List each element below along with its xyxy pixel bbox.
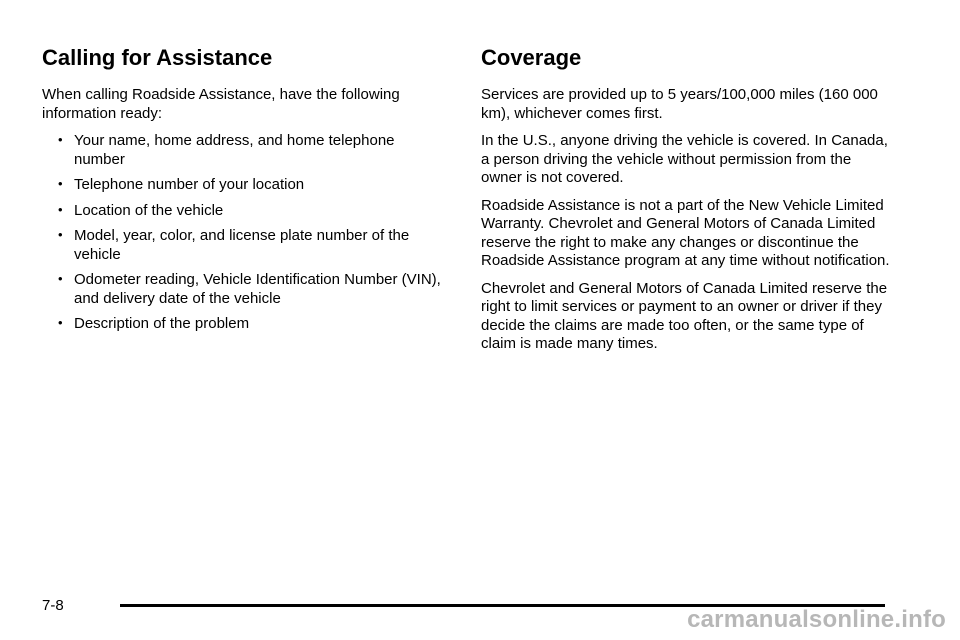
list-item: • Location of the vehicle — [58, 201, 224, 219]
bullet-icon: • — [58, 227, 63, 242]
info-list — [42, 132, 447, 334]
bullet-icon: • — [58, 271, 63, 286]
calling-for-assistance-section — [42, 40, 447, 341]
section-title: Coverage — [481, 45, 582, 70]
list-item: • Model, year, color, and license plate number of the vehicle — [58, 227, 410, 263]
coverage-paragraph: In the U.S., anyone driving the vehicle is covered. In Canada, a person driving the vehicle without permission from the owner is not covered. — [481, 132, 888, 186]
bullet-icon: • — [58, 132, 63, 147]
list-item: • Your name, home address, and home telephone number — [58, 132, 395, 168]
section-title: Calling for Assistance — [42, 45, 273, 70]
bullet-icon: • — [58, 176, 63, 191]
intro-paragraph: When calling Roadside Assistance, have the following information ready: — [42, 86, 400, 122]
coverage-section — [481, 40, 891, 363]
coverage-paragraph: Chevrolet and General Motors of Canada Limited reserve the right to limit services or payment to an owner or driver if they decide the claims are made too often, or the same type of claim is made many times. — [481, 279, 888, 352]
coverage-paragraph: Services are provided up to 5 years/100,000 miles (160 000 km), whichever comes first. — [481, 86, 878, 122]
list-item: • Description of the problem — [58, 315, 250, 332]
list-item: • Odometer reading, Vehicle Identification Number (VIN), and delivery date of the vehicle — [58, 271, 441, 307]
coverage-paragraph: Roadside Assistance is not a part of the New Vehicle Limited Warranty. Chevrolet and General Motors of Canada Limited reserve the right to make any changes or discontinue the Roadside Assistance program at any time without notification. — [481, 196, 890, 269]
page-number: 7-8 — [42, 597, 64, 614]
list-item: • Telephone number of your location — [58, 176, 305, 193]
bullet-icon: • — [58, 201, 63, 217]
bullet-icon: • — [58, 315, 63, 330]
watermark: carmanualsonline.info — [687, 606, 946, 633]
